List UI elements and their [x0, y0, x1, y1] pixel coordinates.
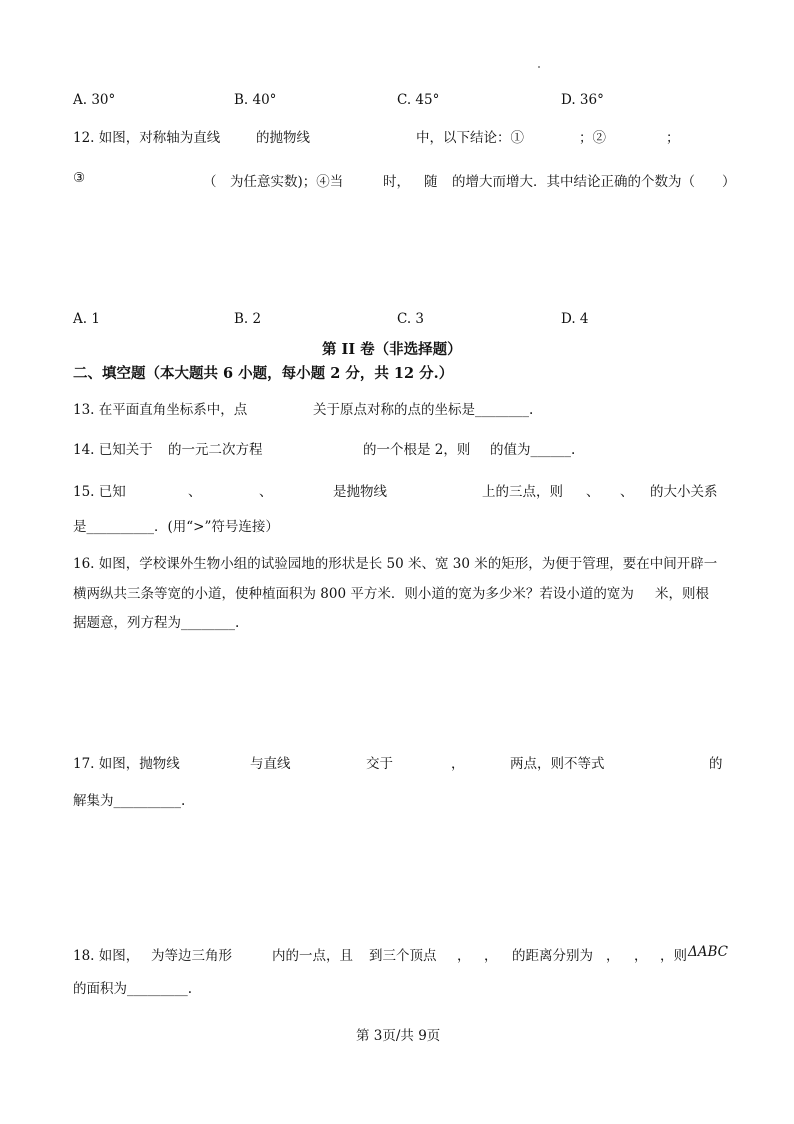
q12-paren: （ 为任意实数)；④当	[203, 174, 344, 190]
q18-triangle-abc: ΔABC	[688, 944, 728, 960]
q18-part4: 到三个顶点	[369, 948, 437, 964]
q18-part6: ，则	[660, 948, 687, 964]
q17-part3: 交于	[366, 756, 393, 772]
q12-end: ；	[666, 130, 680, 146]
q18-part3: 内的一点，且	[272, 948, 353, 964]
q12-mid2: 中，以下结论：①	[416, 130, 524, 146]
q18-line2: 的面积为_________.	[73, 981, 193, 997]
q14-part3: 的一个根是 2，则	[363, 442, 471, 458]
q12-conclusion-2: ；②	[579, 130, 606, 146]
q11-option-b: B. 40°	[234, 92, 277, 108]
section-heading: 二、填空题（本大题共 6 小题，每小题 2 分，共 12 分.）	[73, 365, 454, 382]
q12-option-b: B. 2	[234, 311, 262, 327]
q12-conclusion-3: ③	[73, 170, 86, 186]
q11-option-c: C. 45°	[397, 92, 440, 108]
q17-comma: ，	[451, 756, 465, 772]
q18-comma2: ，	[484, 948, 498, 964]
q16-line2b: 米，则根	[655, 586, 709, 602]
q15-sep2: 、	[259, 484, 273, 500]
q15-part4: 的大小关系	[650, 484, 718, 500]
q15-part3: 上的三点，则	[482, 484, 563, 500]
q17-part2: 与直线	[250, 756, 291, 772]
q13-part1: 13. 在平面直角坐标系中，点	[73, 402, 248, 418]
q15-sep4: 、	[620, 484, 634, 500]
q17-part1: 17. 如图，抛物线	[73, 756, 180, 772]
volume-title: 第 II 卷（非选择题）	[322, 341, 462, 358]
q17-part4: 两点，则不等式	[510, 756, 605, 772]
q15-sep1: 、	[188, 484, 202, 500]
q12-option-a: A. 1	[73, 311, 100, 327]
q11-option-a: A. 30°	[73, 92, 116, 108]
q17-part5: 的	[709, 756, 723, 772]
q15-part2: 是抛物线	[333, 484, 387, 500]
q12-intro: 12. 如图，对称轴为直线	[73, 130, 221, 146]
q11-option-d: D. 36°	[561, 92, 604, 108]
q12-option-c: C. 3	[397, 311, 425, 327]
q14-part1: 14. 已知关于	[73, 442, 153, 458]
q14-part4: 的值为______.	[490, 442, 576, 458]
q18-part5: 的距离分别为	[512, 948, 593, 964]
q18-comma1: ，	[457, 948, 471, 964]
q18-part2: 为等边三角形	[151, 948, 232, 964]
stray-dot	[538, 66, 540, 68]
q12-tail: 的增大而增大．其中结论正确的个数为（ ）	[452, 174, 736, 190]
q15-line2: 是__________．(用“>”符号连接）	[73, 519, 279, 535]
q18-comma4: ，	[634, 948, 648, 964]
q15-part1: 15. 已知	[73, 484, 126, 500]
q12-when: 时，	[383, 174, 410, 190]
q12-with: 随	[424, 174, 438, 190]
q16-line3: 据题意，列方程为________.	[73, 615, 240, 631]
page-number: 第 3页/共 9页	[356, 1028, 441, 1044]
q13-part2: 关于原点对称的点的坐标是________.	[313, 402, 534, 418]
q12-option-d: D. 4	[561, 311, 589, 327]
q18-part1: 18. 如图，	[73, 948, 140, 964]
q16-line1: 16. 如图，学校课外生物小组的试验园地的形状是长 50 米、宽 30 米的矩形，为便于管理，要在中间开辟一	[73, 556, 718, 572]
q14-part2: 的一元二次方程	[168, 442, 263, 458]
q15-sep3: 、	[586, 484, 600, 500]
q16-line2a: 横两纵共三条等宽的小道，使种植面积为 800 平方米．则小道的宽为多少米？若设小道的宽为	[73, 586, 634, 602]
q18-comma3: ，	[606, 948, 620, 964]
q17-line2: 解集为__________.	[73, 793, 186, 809]
q12-mid: 的抛物线	[256, 130, 310, 146]
